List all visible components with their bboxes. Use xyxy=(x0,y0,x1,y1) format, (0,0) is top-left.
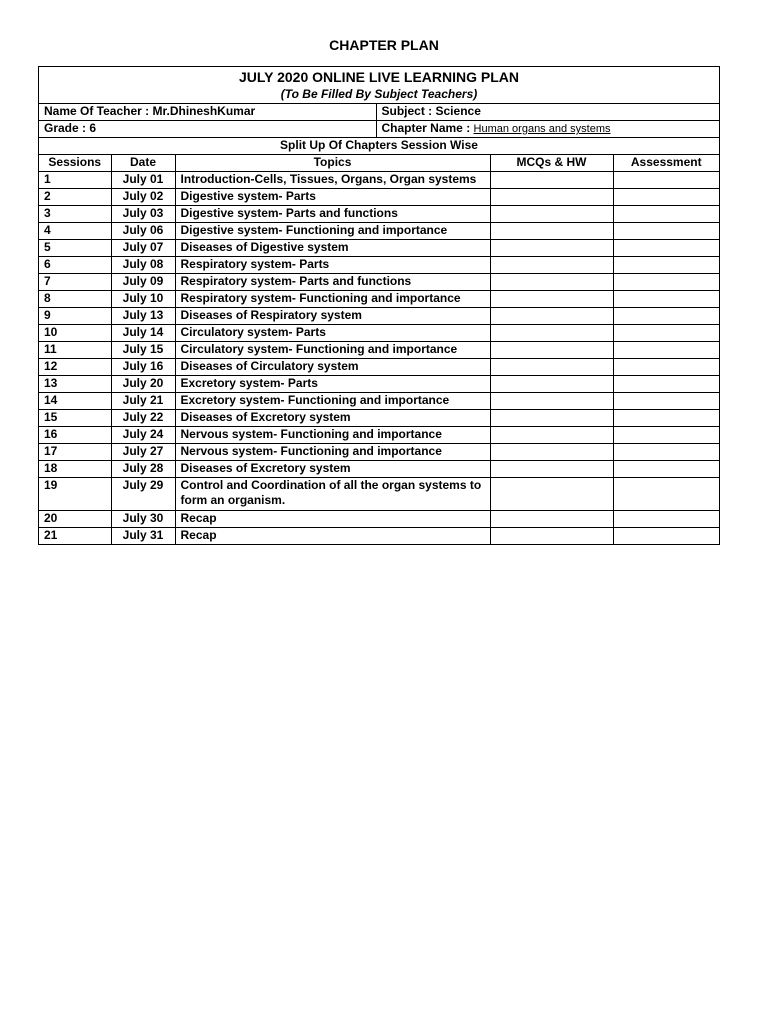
table-row xyxy=(39,308,719,325)
session-assessment xyxy=(613,325,719,342)
session-date: July 30 xyxy=(111,511,175,528)
session-number: 1 xyxy=(39,172,111,189)
session-assessment xyxy=(613,427,719,444)
session-date: July 28 xyxy=(111,461,175,478)
session-mcqs-hw xyxy=(490,291,613,308)
table-row xyxy=(39,172,719,189)
session-mcqs-hw xyxy=(490,206,613,223)
session-number: 6 xyxy=(39,257,111,274)
session-date: July 08 xyxy=(111,257,175,274)
session-topic: Respiratory system- Functioning and importance xyxy=(175,291,490,308)
session-assessment xyxy=(613,291,719,308)
session-assessment xyxy=(613,189,719,206)
session-number: 15 xyxy=(39,410,111,427)
chapter-name-cell xyxy=(376,121,719,138)
session-topic: Respiratory system- Parts xyxy=(175,257,490,274)
table-row xyxy=(39,528,719,545)
subject-name: Subject : Science xyxy=(376,104,719,121)
session-number: 3 xyxy=(39,206,111,223)
session-date: July 15 xyxy=(111,342,175,359)
plan-subheading: (To Be Filled By Subject Teachers) xyxy=(280,87,478,101)
session-assessment xyxy=(613,223,719,240)
header-topics: Topics xyxy=(175,155,490,172)
session-number: 13 xyxy=(39,376,111,393)
session-topic: Digestive system- Parts and functions xyxy=(175,206,490,223)
session-number: 20 xyxy=(39,511,111,528)
session-number: 7 xyxy=(39,274,111,291)
table-row xyxy=(39,393,719,410)
session-mcqs-hw xyxy=(490,240,613,257)
session-assessment xyxy=(613,342,719,359)
session-date: July 27 xyxy=(111,444,175,461)
session-mcqs-hw xyxy=(490,393,613,410)
grade: Grade : 6 xyxy=(39,121,376,138)
session-assessment xyxy=(613,274,719,291)
session-mcqs-hw xyxy=(490,444,613,461)
session-date: July 03 xyxy=(111,206,175,223)
session-topic: Diseases of Circulatory system xyxy=(175,359,490,376)
table-row xyxy=(39,376,719,393)
table-row xyxy=(39,444,719,461)
session-assessment xyxy=(613,444,719,461)
sessions-body xyxy=(39,172,719,545)
session-number: 8 xyxy=(39,291,111,308)
session-topic: Excretory system- Functioning and importance xyxy=(175,393,490,410)
session-mcqs-hw xyxy=(490,511,613,528)
session-mcqs-hw xyxy=(490,342,613,359)
session-date: July 13 xyxy=(111,308,175,325)
session-assessment xyxy=(613,172,719,189)
session-topic: Circulatory system- Functioning and importance xyxy=(175,342,490,359)
session-mcqs-hw xyxy=(490,359,613,376)
session-mcqs-hw xyxy=(490,257,613,274)
session-topic: Introduction-Cells, Tissues, Organs, Organ systems xyxy=(175,172,490,189)
session-topic: Diseases of Excretory system xyxy=(175,461,490,478)
session-topic: Excretory system- Parts xyxy=(175,376,490,393)
session-topic: Respiratory system- Parts and functions xyxy=(175,274,490,291)
session-assessment xyxy=(613,240,719,257)
session-date: July 22 xyxy=(111,410,175,427)
session-date: July 14 xyxy=(111,325,175,342)
session-assessment xyxy=(613,308,719,325)
session-mcqs-hw xyxy=(490,427,613,444)
session-date: July 31 xyxy=(111,528,175,545)
session-topic: Digestive system- Parts xyxy=(175,189,490,206)
session-number: 10 xyxy=(39,325,111,342)
header-date: Date xyxy=(111,155,175,172)
session-mcqs-hw xyxy=(490,274,613,291)
session-number: 14 xyxy=(39,393,111,410)
session-assessment xyxy=(613,376,719,393)
table-row xyxy=(39,427,719,444)
table-row xyxy=(39,189,719,206)
teacher-subject-row xyxy=(39,104,719,121)
session-topic: Control and Coordination of all the organ systems to form an organism. xyxy=(175,478,490,511)
session-mcqs-hw xyxy=(490,189,613,206)
session-topic: Diseases of Digestive system xyxy=(175,240,490,257)
session-assessment xyxy=(613,478,719,511)
chapter-name-label: Chapter Name : xyxy=(381,121,474,135)
session-mcqs-hw xyxy=(490,528,613,545)
split-title-row xyxy=(39,138,719,155)
session-number: 12 xyxy=(39,359,111,376)
teacher-name: Name Of Teacher : Mr.DhineshKumar xyxy=(39,104,376,121)
table-row xyxy=(39,325,719,342)
session-mcqs-hw xyxy=(490,223,613,240)
session-date: July 06 xyxy=(111,223,175,240)
split-title: Split Up Of Chapters Session Wise xyxy=(39,138,719,155)
header-sessions: Sessions xyxy=(39,155,111,172)
session-number: 18 xyxy=(39,461,111,478)
session-topic: Digestive system- Functioning and importance xyxy=(175,223,490,240)
session-assessment xyxy=(613,257,719,274)
table-row xyxy=(39,240,719,257)
document-title: CHAPTER PLAN xyxy=(329,37,439,53)
session-topic: Diseases of Respiratory system xyxy=(175,308,490,325)
session-assessment xyxy=(613,359,719,376)
session-mcqs-hw xyxy=(490,376,613,393)
table-row xyxy=(39,359,719,376)
session-mcqs-hw xyxy=(490,410,613,427)
session-mcqs-hw xyxy=(490,172,613,189)
plan-info-table xyxy=(39,103,719,154)
session-number: 4 xyxy=(39,223,111,240)
grade-chapter-row xyxy=(39,121,719,138)
session-number: 2 xyxy=(39,189,111,206)
session-topic: Recap xyxy=(175,528,490,545)
session-number: 17 xyxy=(39,444,111,461)
session-topic: Nervous system- Functioning and importance xyxy=(175,427,490,444)
session-number: 16 xyxy=(39,427,111,444)
header-mcqs-hw: MCQs & HW xyxy=(490,155,613,172)
session-number: 5 xyxy=(39,240,111,257)
table-row xyxy=(39,410,719,427)
table-row xyxy=(39,223,719,240)
session-mcqs-hw xyxy=(490,308,613,325)
learning-plan-table xyxy=(38,66,720,545)
session-date: July 16 xyxy=(111,359,175,376)
session-mcqs-hw xyxy=(490,461,613,478)
session-assessment xyxy=(613,528,719,545)
session-date: July 29 xyxy=(111,478,175,511)
table-row xyxy=(39,511,719,528)
session-mcqs-hw xyxy=(490,478,613,511)
session-mcqs-hw xyxy=(490,325,613,342)
session-assessment xyxy=(613,461,719,478)
session-assessment xyxy=(613,206,719,223)
session-topic: Recap xyxy=(175,511,490,528)
session-number: 19 xyxy=(39,478,111,511)
session-date: July 21 xyxy=(111,393,175,410)
session-date: July 24 xyxy=(111,427,175,444)
header-assessment: Assessment xyxy=(613,155,719,172)
session-date: July 07 xyxy=(111,240,175,257)
table-row xyxy=(39,274,719,291)
chapter-name-value: Human organs and systems xyxy=(473,123,611,135)
session-topic: Diseases of Excretory system xyxy=(175,410,490,427)
session-date: July 02 xyxy=(111,189,175,206)
table-row xyxy=(39,342,719,359)
session-topic: Nervous system- Functioning and importance xyxy=(175,444,490,461)
session-date: July 09 xyxy=(111,274,175,291)
table-row xyxy=(39,291,719,308)
session-date: July 10 xyxy=(111,291,175,308)
session-assessment xyxy=(613,393,719,410)
table-row xyxy=(39,257,719,274)
table-row xyxy=(39,461,719,478)
session-number: 21 xyxy=(39,528,111,545)
sessions-table xyxy=(39,154,719,544)
table-row xyxy=(39,206,719,223)
session-date: July 20 xyxy=(111,376,175,393)
session-assessment xyxy=(613,511,719,528)
session-assessment xyxy=(613,410,719,427)
sessions-header-row xyxy=(39,155,719,172)
session-date: July 01 xyxy=(111,172,175,189)
session-number: 9 xyxy=(39,308,111,325)
plan-heading: JULY 2020 ONLINE LIVE LEARNING PLAN xyxy=(238,69,520,85)
table-row xyxy=(39,478,719,511)
session-topic: Circulatory system- Parts xyxy=(175,325,490,342)
session-number: 11 xyxy=(39,342,111,359)
